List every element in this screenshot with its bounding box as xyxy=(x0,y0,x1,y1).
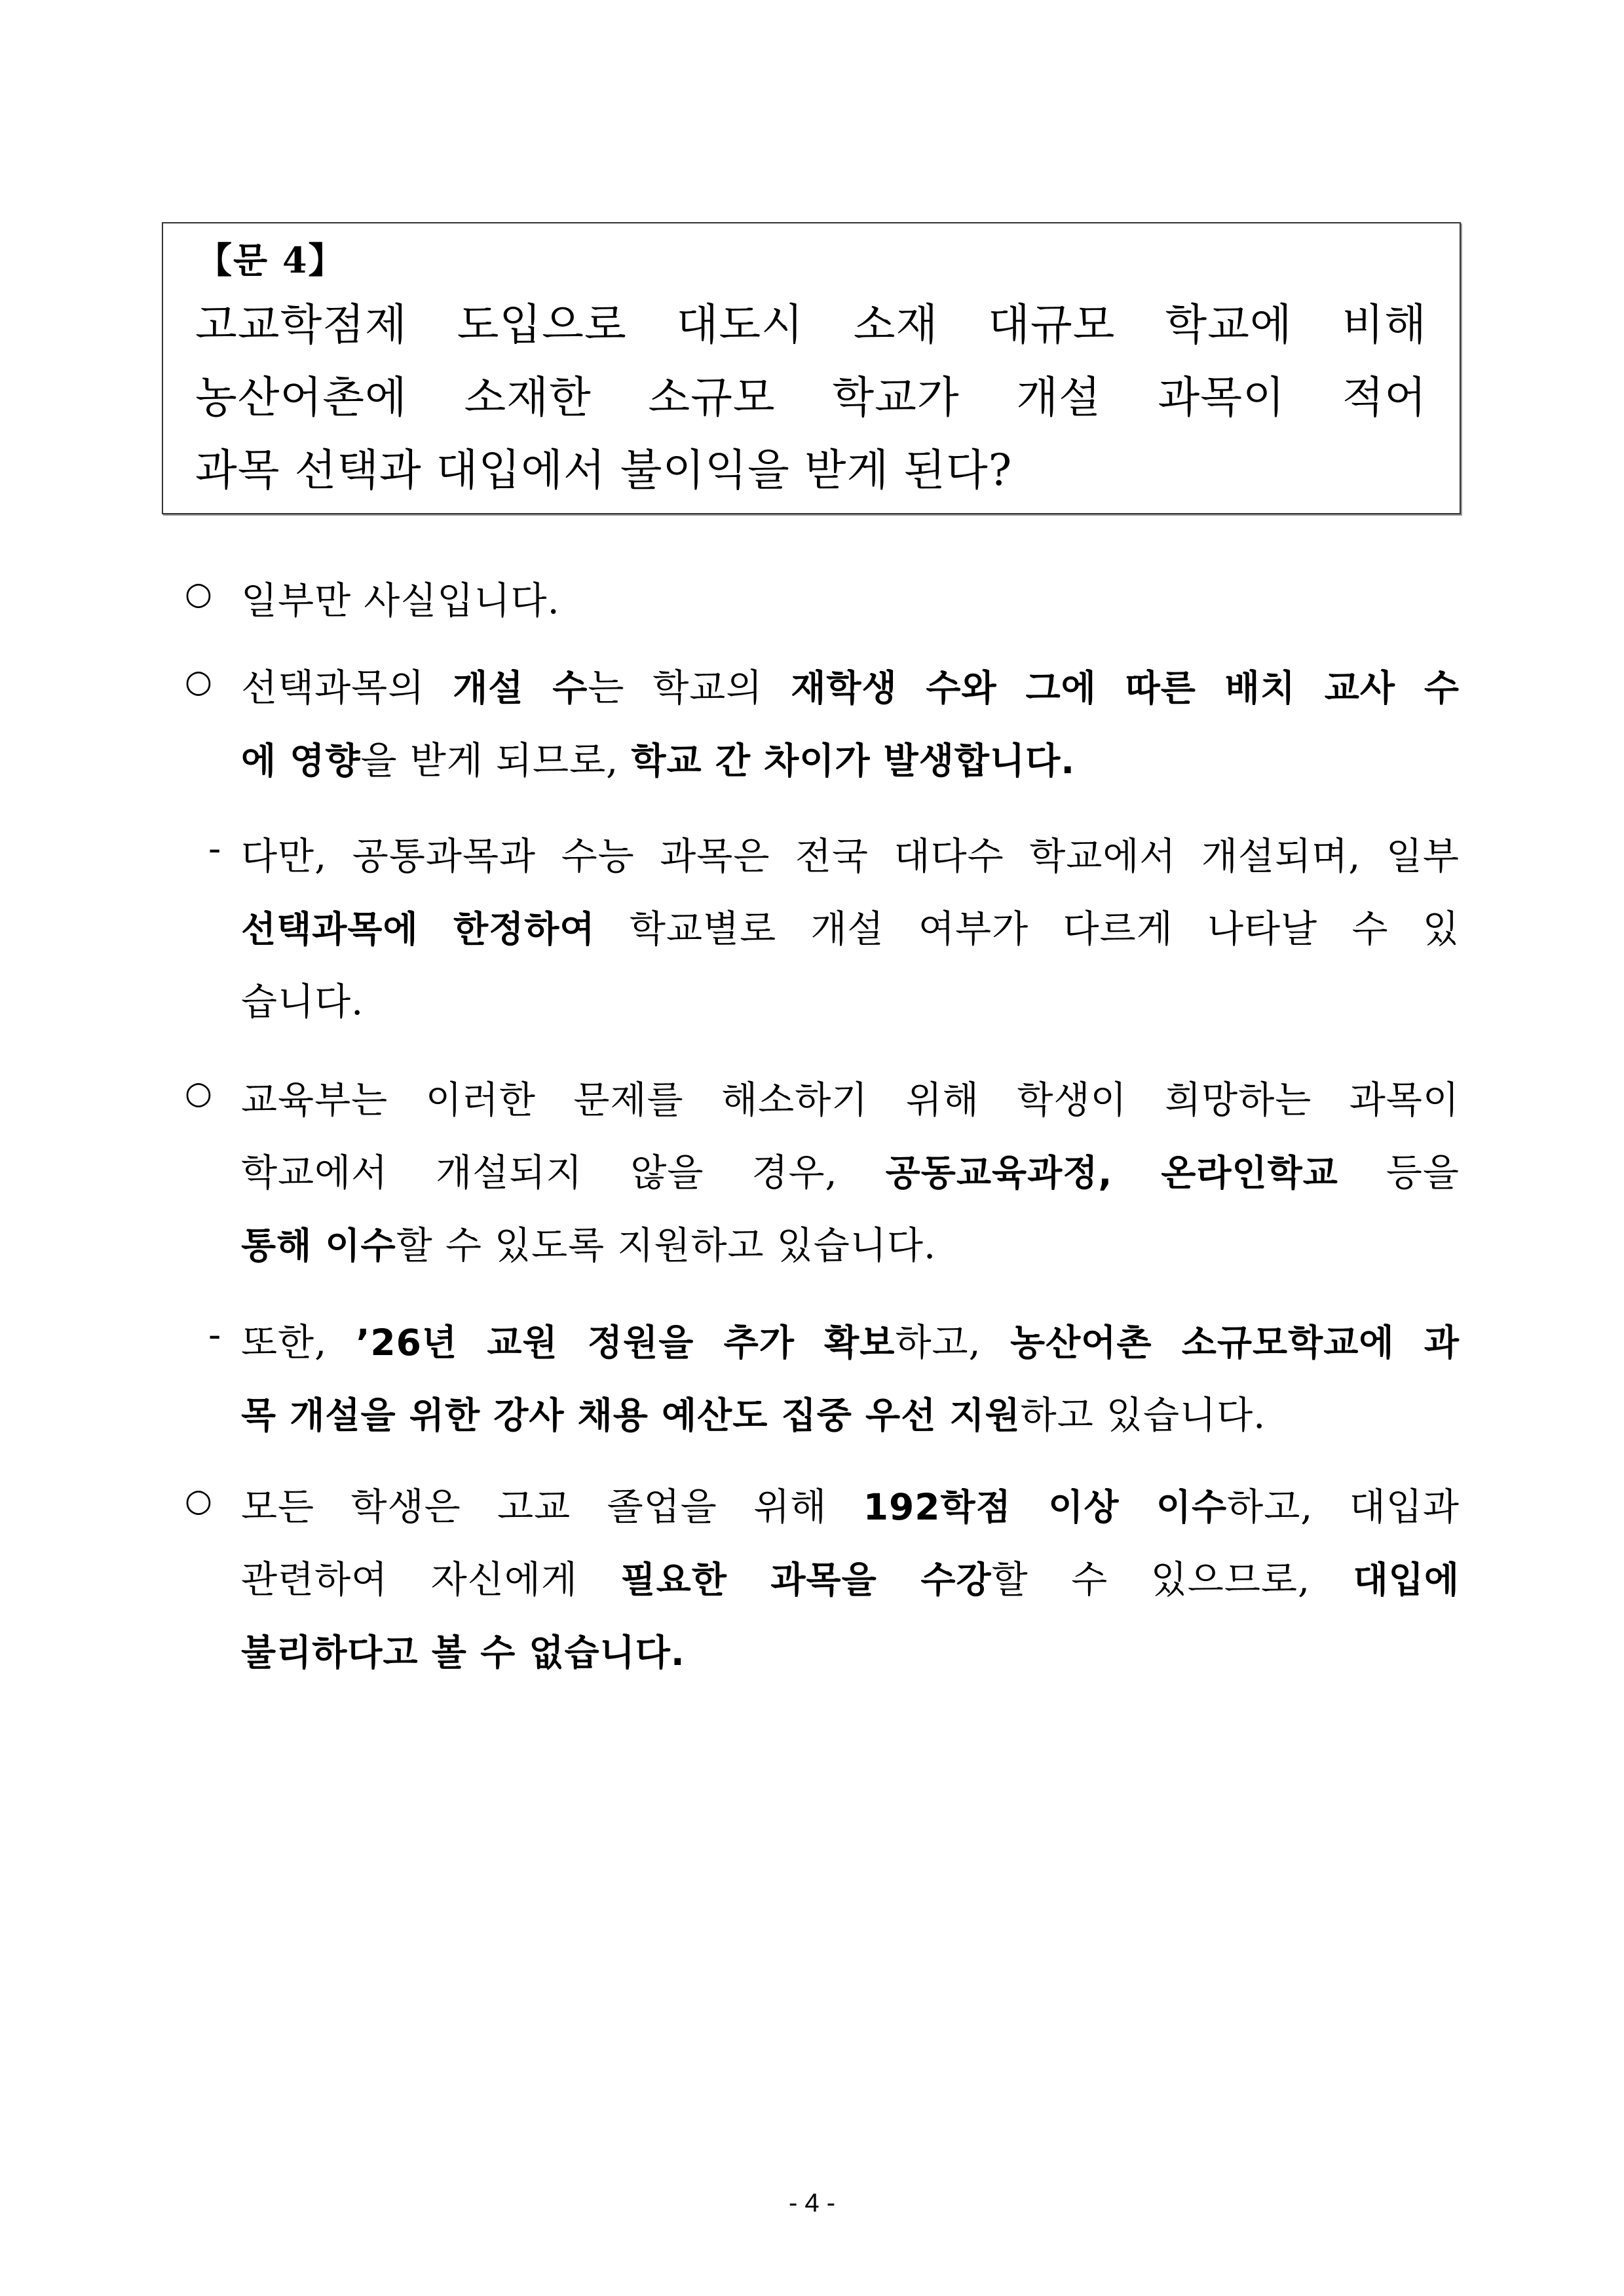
answer-p1-line-1: 일부만 사실입니다. xyxy=(241,579,560,622)
answer-p4-line-2: 관련하여 자신에게 필요한 과목을 수강할 수 있으므로, 대입에 xyxy=(241,1558,1460,1601)
question-line-2: 농산어촌에 소재한 소규모 학교가 개설 과목이 적어 xyxy=(195,372,1427,423)
answer-p2-line-2: 에 영향을 받게 되므로, 학교 간 차이가 발생합니다. xyxy=(241,739,1076,782)
emphasis: 목 개설을 위한 강사 채용 예산도 집중 우선 지원 xyxy=(241,1394,1021,1436)
answer-p3-line-2: 학교에서 개설되지 않을 경우, 공동교육과정, 온라인학교 등을 xyxy=(241,1151,1460,1195)
emphasis: 개설 수 xyxy=(453,667,588,709)
answer-d2-line-2: 목 개설을 위한 강사 채용 예산도 집중 우선 지원하고 있습니다. xyxy=(241,1394,1266,1437)
answer-paragraph-1 xyxy=(241,565,1460,638)
emphasis: 학교 간 차이가 발생합니다. xyxy=(631,740,1076,782)
dash-bullet-icon: - xyxy=(208,1313,221,1356)
circle-bullet-icon: ○ xyxy=(185,1482,212,1519)
answer-p3-line-1: 교육부는 이러한 문제를 해소하기 위해 학생이 희망하는 과목이 xyxy=(241,1079,1460,1122)
answer-paragraph-2 xyxy=(241,652,1460,797)
emphasis: 선택과목에 한정하여 xyxy=(241,908,595,950)
answer-p4-line-1: 모든 학생은 고교 졸업을 위해 192학점 이상 이수하고, 대입과 xyxy=(241,1485,1460,1529)
answer-paragraph-3 xyxy=(241,1064,1460,1282)
emphasis: 대입에 xyxy=(1353,1559,1460,1601)
emphasis: 통해 이수 xyxy=(241,1225,396,1267)
answer-sub-paragraph-1 xyxy=(241,820,1460,1039)
emphasis: 필요한 과목을 수강 xyxy=(620,1559,992,1601)
question-label: 【문 4】 xyxy=(197,239,345,281)
emphasis: 공동교육과정, 온라인학교 xyxy=(885,1152,1338,1194)
answer-d1-line-1: 다만, 공통과목과 수능 과목은 전국 대다수 학교에서 개설되며, 일부 xyxy=(241,835,1460,878)
dash-bullet-icon: - xyxy=(208,827,221,870)
answer-p2-line-1: 선택과목의 개설 수는 학교의 재학생 수와 그에 따른 배치 교사 수 xyxy=(241,666,1460,710)
answer-p3-line-3: 통해 이수할 수 있도록 지원하고 있습니다. xyxy=(241,1224,937,1267)
emphasis: 농산어촌 소규모학교에 과 xyxy=(1010,1322,1460,1364)
answer-d1-line-2: 선택과목에 한정하여 학교별로 개설 여부가 다르게 나타날 수 있 xyxy=(241,908,1460,951)
emphasis: ’26년 교원 정원을 추가 확보 xyxy=(356,1322,896,1364)
answer-paragraph-4 xyxy=(241,1471,1460,1689)
emphasis: 192학점 이상 이수 xyxy=(863,1486,1228,1528)
emphasis: 불리하다고 볼 수 없습니다. xyxy=(241,1632,685,1674)
answer-sub-paragraph-2 xyxy=(241,1307,1460,1452)
answer-d2-line-1: 또한, ’26년 교원 정원을 추가 확보하고, 농산어촌 소규모학교에 과 xyxy=(241,1321,1460,1364)
emphasis: 재학생 수와 그에 따른 배치 교사 수 xyxy=(791,667,1460,709)
circle-bullet-icon: ○ xyxy=(185,663,212,700)
answer-p4-line-3 xyxy=(241,1617,1460,1689)
circle-bullet-icon: ○ xyxy=(185,575,212,612)
circle-bullet-icon: ○ xyxy=(185,1075,212,1111)
question-line-3: 과목 선택과 대입에서 불이익을 받게 된다? xyxy=(195,445,1013,495)
question-line-1: 고교학점제 도입으로 대도시 소재 대규모 학교에 비해 xyxy=(195,299,1427,350)
page-number: - 4 - xyxy=(788,2189,836,2217)
answer-d1-line-3: 습니다. xyxy=(241,980,364,1024)
question-text xyxy=(195,288,1427,507)
emphasis: 에 영향 xyxy=(241,740,361,782)
